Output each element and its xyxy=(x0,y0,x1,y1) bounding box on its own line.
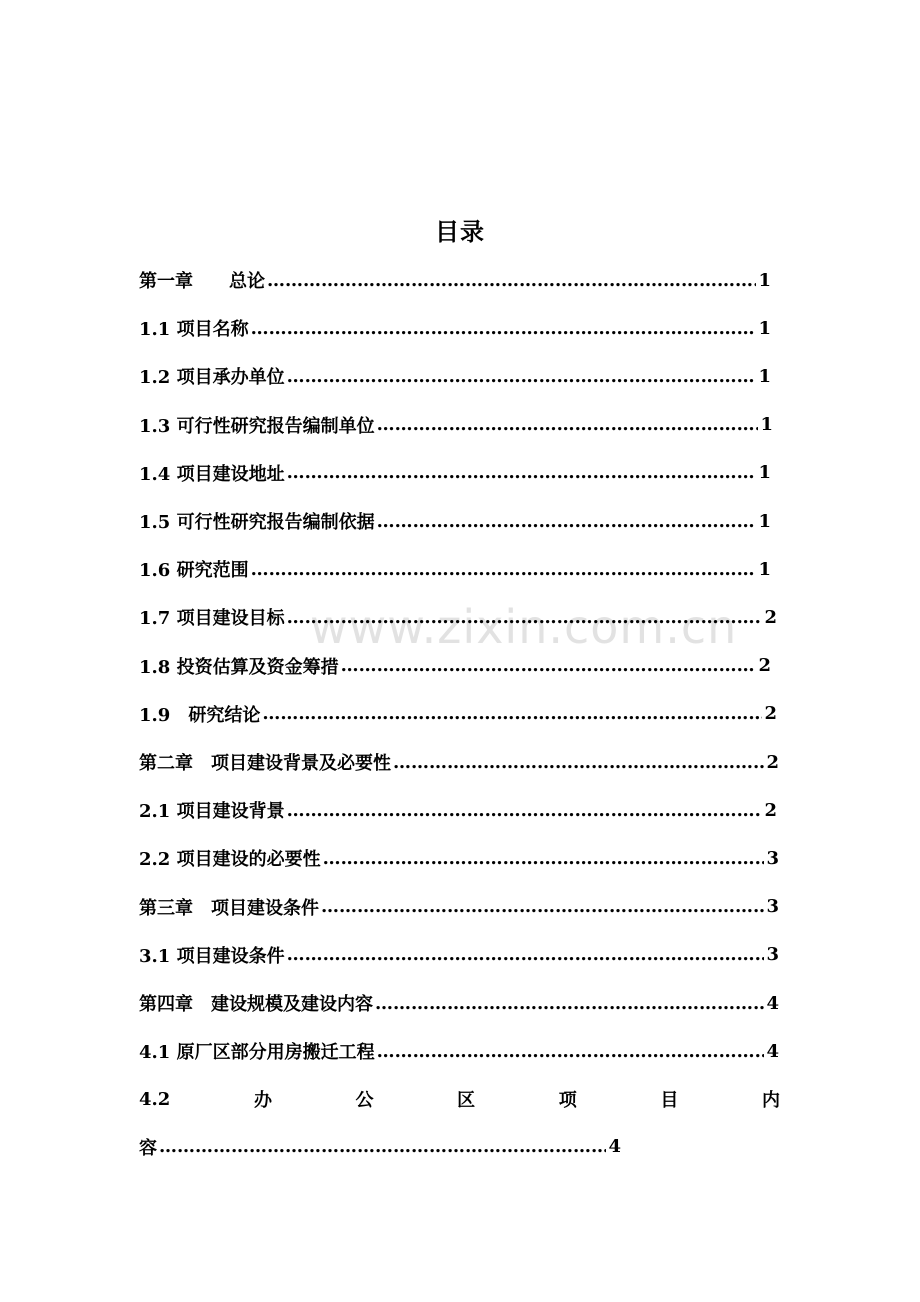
toc-entry-page: 3 xyxy=(766,847,779,869)
toc-entry-page: 1 xyxy=(758,365,771,387)
toc-leader-dots xyxy=(321,896,764,917)
toc-entry-label: 1.9 研究结论 xyxy=(139,704,261,726)
toc-entry-label: 1.4 项目建设地址 xyxy=(139,463,285,485)
toc-leader-dots xyxy=(341,655,757,676)
toc-entry-page: 4 xyxy=(766,1040,779,1062)
toc-entry-page: 1 xyxy=(760,414,773,436)
toc-entry-label: 第三章 项目建设条件 xyxy=(139,897,319,919)
toc-leader-dots xyxy=(251,318,757,339)
toc-entry[interactable] xyxy=(139,358,771,394)
toc-entry-label: 第一章 总论 xyxy=(139,271,265,292)
toc-entry-label: 1.5 可行性研究报告编制依据 xyxy=(139,512,375,533)
toc-leader-dots xyxy=(323,848,765,869)
toc-entry[interactable] xyxy=(139,551,771,587)
toc-entry[interactable] xyxy=(139,599,777,635)
toc-leader-dots xyxy=(287,462,757,483)
toc-entry-label: 1.8 投资估算及资金筹措 xyxy=(139,656,339,678)
toc-entry-label: 第四章 建设规模及建设内容 xyxy=(139,994,373,1015)
toc-entry-label: 2.2 项目建设的必要性 xyxy=(139,849,321,871)
toc-entry-label: 1.3 可行性研究报告编制单位 xyxy=(139,415,375,437)
toc-entry[interactable] xyxy=(139,696,777,732)
toc-entry-label: 第二章 项目建设背景及必要性 xyxy=(139,753,391,774)
page-title: 目录 xyxy=(435,217,485,246)
toc-entry-page: 2 xyxy=(764,703,777,725)
toc-leader-dots xyxy=(393,752,764,773)
toc-leader-dots xyxy=(375,993,764,1014)
toc-leader-dots xyxy=(287,800,763,821)
toc-entry-label: 3.1 项目建设条件 xyxy=(139,945,285,967)
toc-entry-label-part: 项 xyxy=(558,1090,577,1112)
toc-entry[interactable] xyxy=(139,792,777,828)
toc-entry[interactable] xyxy=(139,310,771,346)
toc-entry-label-part: 4.2 xyxy=(139,1088,171,1110)
toc-entry[interactable] xyxy=(139,1033,779,1069)
toc-leader-dots xyxy=(159,1136,606,1157)
toc-entry-label-part: 内 xyxy=(761,1090,780,1112)
toc-entry[interactable] xyxy=(139,840,779,876)
toc-leader-dots xyxy=(287,366,757,387)
toc-leader-dots xyxy=(287,944,765,965)
toc-entry-page: 2 xyxy=(764,799,777,821)
toc-entry[interactable] xyxy=(139,648,771,684)
toc-entry-page: 2 xyxy=(766,751,779,773)
toc-entry[interactable] xyxy=(139,455,771,491)
toc-entry-page: 1 xyxy=(758,510,771,532)
toc-entry-page: 3 xyxy=(766,896,779,918)
toc-entry-page: 1 xyxy=(758,462,771,484)
toc-entry-page: 1 xyxy=(758,317,771,339)
toc-entry-label: 1.7 项目建设目标 xyxy=(139,608,285,630)
toc-entry[interactable] xyxy=(139,889,779,925)
toc-entry[interactable] xyxy=(139,407,773,443)
toc-entry[interactable] xyxy=(139,503,771,539)
toc-entry-page: 4 xyxy=(766,992,779,1014)
toc-entry[interactable] xyxy=(139,262,771,298)
toc-entry-label: 2.1 项目建设背景 xyxy=(139,801,285,823)
toc-entry-label: 4.1 原厂区部分用房搬迁工程 xyxy=(139,1042,375,1064)
toc-leader-dots xyxy=(377,1041,765,1062)
toc-leader-dots xyxy=(287,607,763,628)
toc-entry-label: 1.6 研究范围 xyxy=(139,560,249,582)
toc-entry-page: 3 xyxy=(766,944,779,966)
toc-leader-dots xyxy=(262,703,762,724)
toc-entry-page: 1 xyxy=(758,269,771,291)
toc-entry-label: 1.1 项目名称 xyxy=(139,319,249,341)
toc-entry[interactable] xyxy=(139,985,779,1021)
toc-entry-page: 1 xyxy=(758,558,771,580)
toc-entry-label-part: 公 xyxy=(355,1090,374,1112)
toc-entry-label: 容 xyxy=(139,1137,157,1159)
toc-leader-dots xyxy=(377,511,757,532)
toc-leader-dots xyxy=(267,270,756,291)
toc-entry-page: 2 xyxy=(764,606,777,628)
toc-entry-wrapped-line2[interactable] xyxy=(139,1129,621,1165)
toc-entry-label-part: 办 xyxy=(253,1090,272,1112)
toc-entry-label: 1.2 项目承办单位 xyxy=(139,367,285,389)
toc-entry-page: 2 xyxy=(758,655,771,677)
toc-entry-label-part: 目 xyxy=(660,1090,679,1112)
toc-leader-dots xyxy=(377,414,759,435)
toc-entry-page: 4 xyxy=(608,1136,621,1158)
toc-entry-label-part: 区 xyxy=(457,1090,476,1112)
toc-entry-wrapped-line1[interactable] xyxy=(139,1081,780,1117)
toc-leader-dots xyxy=(251,559,757,580)
toc-entry[interactable] xyxy=(139,744,779,780)
watermark: www.zixin.com.cn xyxy=(310,600,738,654)
toc-entry[interactable] xyxy=(139,937,779,973)
